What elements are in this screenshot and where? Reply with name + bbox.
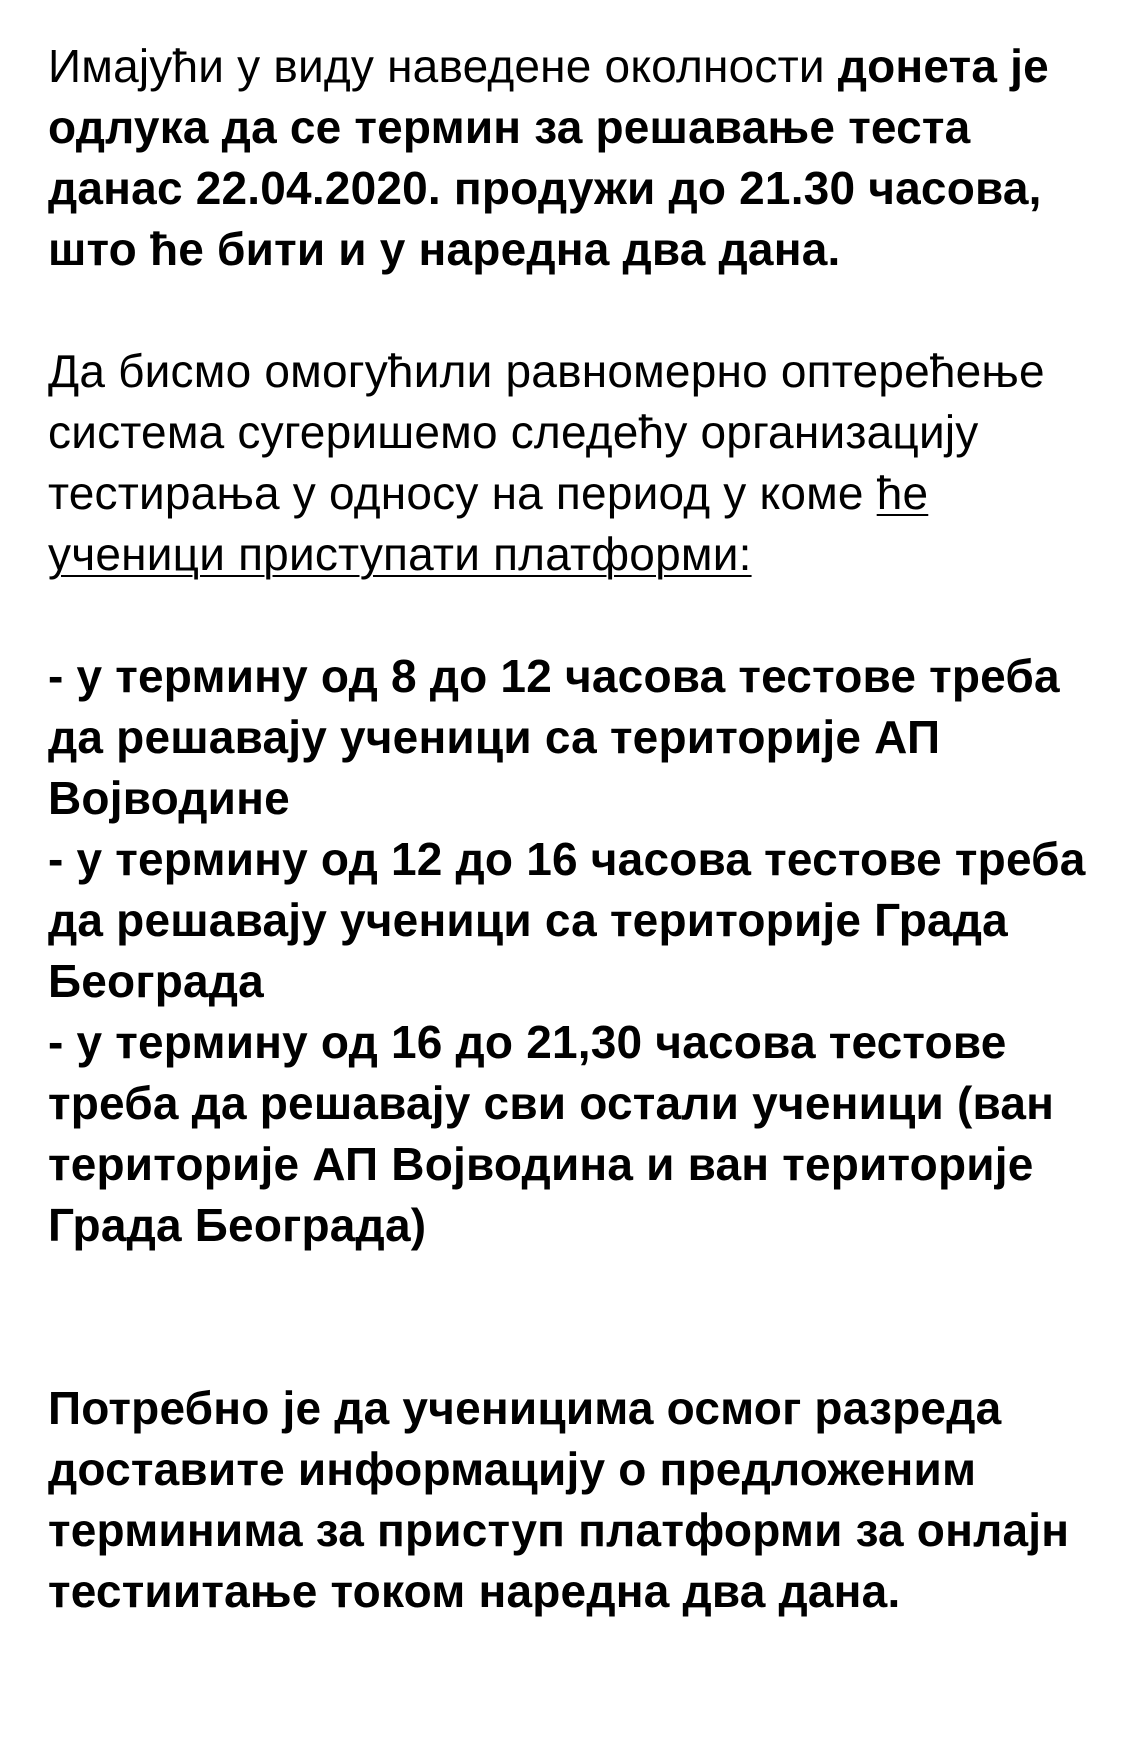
message-body — [48, 36, 1088, 1622]
paragraph-spacer — [48, 280, 1088, 341]
organization-text: Да бисмо омогућили равномерно оптерећење система сугеришемо следећу организацију тестирања у односу на период у коме — [48, 345, 1045, 519]
decision-bold-text: донета је одлука да се термин за решавање теста данас 22.04.2020. продужи до 21.30 часова, што ће бити и у наредна два дана. — [48, 40, 1049, 275]
schedule-list — [48, 646, 1088, 1256]
closing-paragraph: Потребно је да ученицима осмог разреда доставите информацију о предложеним терминима за приступ платформи за онлајн тестиитање током наредна два дана. — [48, 1382, 1070, 1617]
organization-paragraph — [48, 341, 1088, 585]
decision-intro-text: Имајући у виду наведене околности — [48, 40, 838, 92]
organization-underlined-text: ће ученици приступати платформи: — [48, 467, 929, 580]
paragraph-spacer — [48, 585, 1088, 646]
decision-paragraph — [48, 36, 1088, 280]
paragraph-spacer — [48, 1256, 1088, 1378]
schedule-item-vojvodina: - у термину од 8 до 12 часова тестове треба да решавају ученици са територије АП Војводине — [48, 650, 1060, 824]
schedule-item-others: - у термину од 16 до 21,30 часова тестове треба да решавају сви остали ученици (ван територије АП Војводина и ван територије Града Београда) — [48, 1016, 1055, 1251]
schedule-item-belgrade: - у термину од 12 до 16 часова тестове треба да решавају ученици са територије Града Београда — [48, 833, 1086, 1007]
